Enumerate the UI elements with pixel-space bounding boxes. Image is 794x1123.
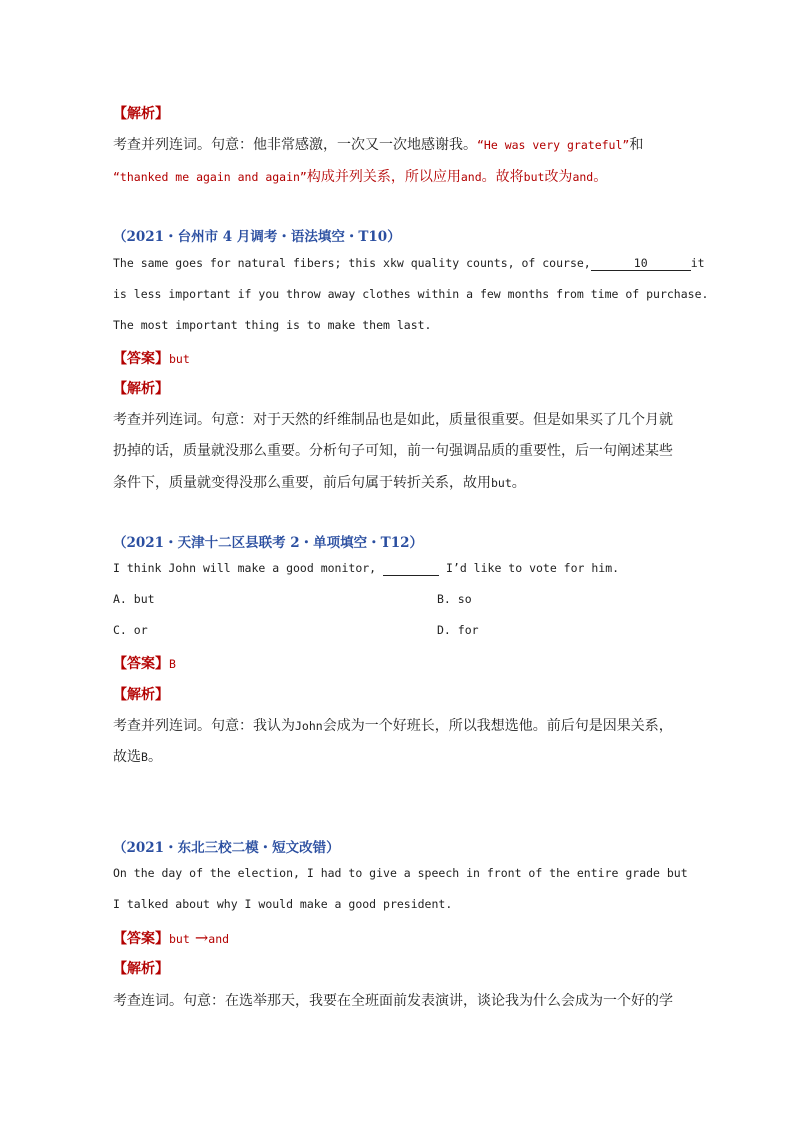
answer-value: B	[169, 657, 176, 671]
option-d: D. for	[437, 623, 479, 637]
analysis-tag: 【解析】	[113, 961, 169, 977]
option-a: A. but	[113, 592, 155, 606]
analysis-tag: 【解析】	[113, 381, 169, 397]
analysis-text: 故选B。	[113, 749, 162, 765]
question-text: The same goes for natural fibers; this xkw quality counts, of course, 10 it	[113, 256, 705, 270]
question-source: （2021・台州市 4 月调考・语法填空・T10）	[113, 229, 401, 245]
question-source: （2021・天津十二区县联考 2・单项填空・T12）	[113, 535, 423, 551]
question-text: The most important thing is to make them last.	[113, 318, 432, 332]
analysis-tag: 【解析】	[113, 106, 169, 122]
analysis-text: 扔掉的话，质量就没那么重要。分析句子可知，前一句强调品质的重要性，后一句阐述某些	[113, 443, 673, 459]
analysis-tag: 【解析】	[113, 687, 169, 703]
analysis-text: 条件下，质量就变得没那么重要，前后句属于转折关系，故用but。	[113, 475, 526, 491]
analysis-text: 考查并列连词。句意：我认为John会成为一个好班长，所以我想选他。前后句是因果关系，	[113, 718, 673, 734]
question-text: I think John will make a good monitor, I’d like to vote for him.	[113, 561, 620, 575]
arrow-icon: →	[194, 928, 209, 947]
analysis-text: 考查并列连词。句意：对于天然的纤维制品也是如此，质量很重要。但是如果买了几个月就	[113, 412, 673, 428]
analysis-text: “thanked me again and again”构成并列关系，所以应用and。故将but改为and。	[113, 169, 608, 185]
answer-blank	[383, 561, 439, 576]
answer-line: 【答案】but →and	[113, 928, 230, 947]
option-c: C. or	[113, 623, 148, 637]
question-text: is less important if you throw away clothes within a few months from time of purchase.	[113, 287, 709, 301]
answer-line: 【答案】but	[113, 351, 190, 367]
analysis-text: 考查并列连词。句意：他非常感激，一次又一次地感谢我。“He was very grateful”和	[113, 137, 644, 153]
question-text: On the day of the election, I had to give a speech in front of the entire grade but	[113, 866, 688, 880]
answer-line: 【答案】B	[113, 656, 176, 672]
answer-value: but	[169, 352, 190, 366]
answer-blank: 10	[591, 256, 691, 271]
question-source: （2021・东北三校二模・短文改错）	[113, 840, 340, 856]
question-text: I talked about why I would make a good president.	[113, 897, 453, 911]
analysis-text: 考查连词。句意：在选举那天，我要在全班面前发表演讲，谈论我为什么会成为一个好的学	[113, 993, 673, 1009]
option-b: B. so	[437, 592, 472, 606]
answer-value: but	[169, 932, 190, 946]
